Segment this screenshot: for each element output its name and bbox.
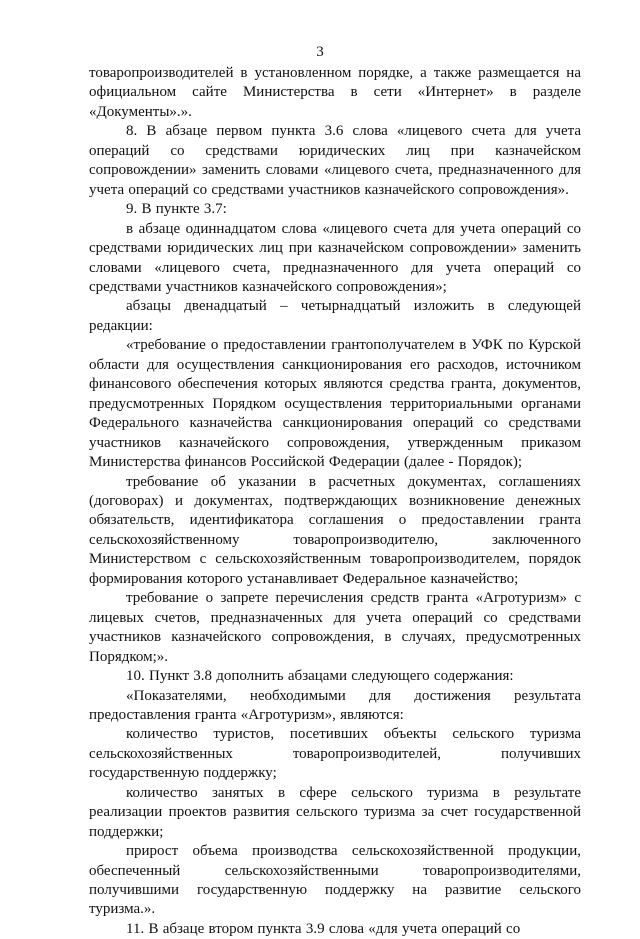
paragraph-continuation: товаропроизводителей в установленном порядке, а также размещается на официальном сайте Министерства в сети «Интернет» в разделе «Документы».». — [89, 65, 581, 120]
paragraph-item-11: 11. В абзаце втором пункта 3.9 слова «для учета операций со — [126, 920, 521, 937]
paragraph-item-8: 8. В абзаце первом пункта 3.6 слова «лицевого счета для учета операций со средствами юридических лиц при казначейском сопровождении» заменить словами «лицевого счета, предназначенного для учета операций со средствами участников казначейского сопровождения». — [89, 123, 581, 198]
paragraph-requirement-identifier: требование об указании в расчетных документах, соглашениях (договорах) и документах, подтверждающих возникновение денежных обязательств, идентификатора соглашения о предоставлении гранта сельскохозяйственному товаропроизводителю, заключенного Министерством с сельскохозяйственным товаропроизводителем, порядок формирования которого устанавливает Федеральное казначейство; — [89, 473, 581, 587]
paragraph-item-10: 10. Пункт 3.8 дополнить абзацами следующего содержания: — [126, 668, 514, 685]
paragraph-indicator-tourists: количество туристов, посетивших объекты сельского туризма сельскохозяйственных товаропроизводителей, получивших государственную поддержку; — [89, 726, 581, 782]
paragraph-requirement-documents: «требование о предоставлении грантополучателем в УФК по Курской области для осуществления санкционирования его расходов, источником финансового обеспечения которых являются средства гранта, документов, предусмотренных Порядком осуществления территориальными органами Федерального казначейства санкционирования операций со средствами участников казначейского сопровождения, утвержденным приказом Министерства финансов Российской Федерации (далее - Порядок); — [89, 337, 581, 471]
paragraph-indicator-employed: количество занятых в сфере сельского туризма в результате реализации проектов развития сельского туризма за счет государственной поддержки; — [89, 784, 581, 840]
paragraph-indicators-intro: «Показателями, необходимыми для достижения результата предоставления гранта «Агротуризм», являются: — [89, 687, 581, 723]
paragraph-item-9-abzacy-12-14: абзацы двенадцатый – четырнадцатый изложить в следующей редакции: — [89, 298, 581, 334]
paragraph-indicator-production: прирост объема производства сельскохозяйственной продукции, обеспеченный сельскохозяйственными товаропроизводителями, получившими государственную поддержку на развитие сельского туризма.». — [89, 843, 581, 918]
paragraph-item-9-abzac-11: в абзаце одиннадцатом слова «лицевого счета для учета операций со средствами юридических лиц при казначейском сопровождении» заменить словами «лицевого счета, предназначенного для учета операций со средствами участников казначейского сопровождения»; — [89, 220, 581, 295]
page-number: 3 — [316, 44, 324, 60]
document-body — [89, 64, 581, 939]
paragraph-requirement-prohibition: требование о запрете перечисления средств гранта «Агротуризм» с лицевых счетов, предназначенных для учета операций со средствами участников казначейского сопровождения, в случаях, предусмотренных Порядком;». — [89, 590, 581, 665]
paragraph-item-9: 9. В пункте 3.7: — [126, 201, 227, 218]
